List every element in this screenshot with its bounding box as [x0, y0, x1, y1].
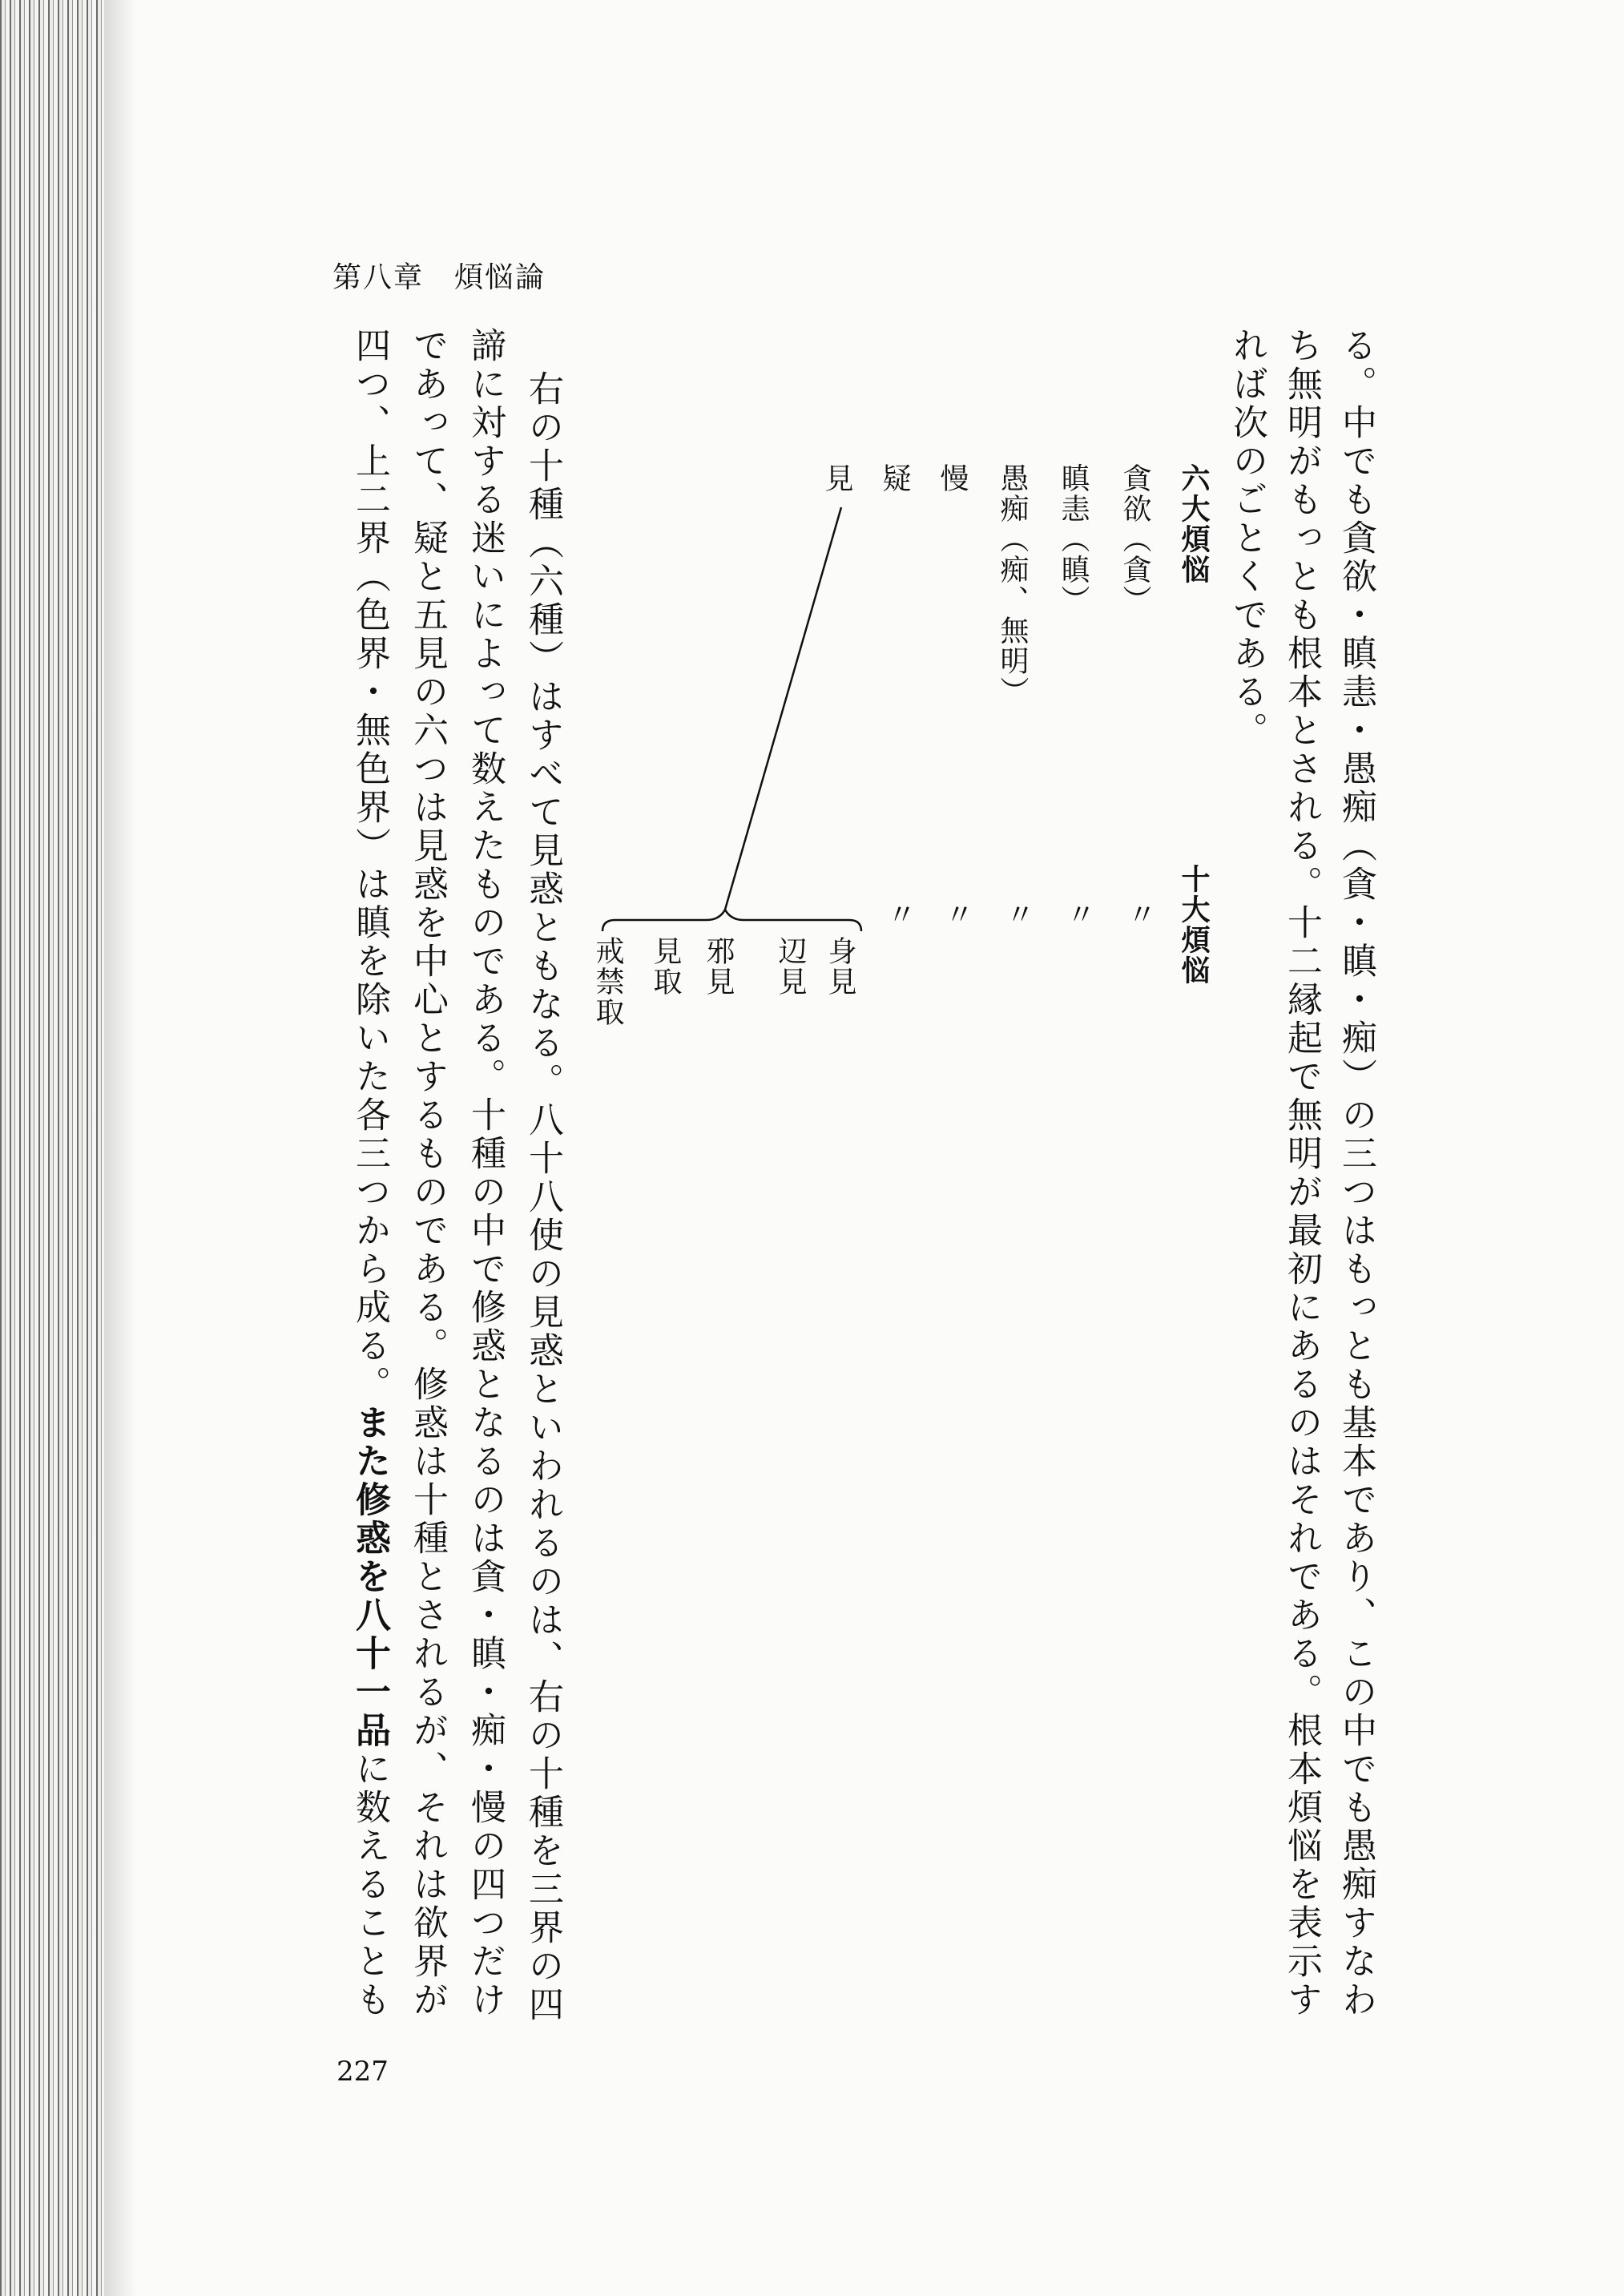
- bottom-col-4-text-bold: また修惑を八十一品: [349, 1404, 390, 1750]
- view-wrong: 邪見: [702, 936, 735, 997]
- affliction-views: 見: [820, 463, 853, 494]
- affliction-doubt: 疑: [878, 463, 911, 494]
- five-views-brace: [602, 910, 861, 931]
- ditto-mark-pride: 〃: [941, 899, 973, 930]
- view-attachment-to-precepts: 戒禁取: [591, 936, 624, 1027]
- ditto-mark-anger: 〃: [1062, 899, 1095, 930]
- bottom-paragraph-col-4: [349, 327, 390, 2020]
- bottom-col-1-text: 右の十種（六種）はすべて見惑ともなる。八十八使の見惑といわれるのは、右の十種を三界の四: [522, 370, 563, 2024]
- top-paragraph-col-2: ち無明がもっとも根本とされる。十二縁起で無明が最初にあるのはそれである。根本煩悩を表示す: [1281, 327, 1322, 2020]
- bottom-paragraph-col-1: [522, 370, 563, 2024]
- page-number: 227: [336, 2056, 389, 2088]
- six-afflictions-heading: 六大煩悩: [1177, 463, 1211, 585]
- ditto-mark-lust: 〃: [1123, 899, 1156, 930]
- affliction-anger: 瞋恚（瞋）: [1057, 463, 1090, 615]
- ditto-mark-doubt: 〃: [883, 899, 916, 930]
- bottom-col-4-text-c: に数えることも: [349, 1750, 390, 2020]
- bottom-col-4-text-a: 四つ、上二界（色界・無色界）は瞋を除いた各三つから成る。: [349, 327, 390, 1404]
- view-attachment-to-views: 見取: [649, 936, 682, 997]
- bottom-paragraph-col-2: 諦に対する迷いによって数えたものである。十種の中で修惑となるのは貪・瞋・痴・慢の四つだけ: [465, 327, 506, 2020]
- top-paragraph-col-3: れば次のごとくである。: [1227, 327, 1267, 750]
- top-paragraph-col-1: る。中でも貪欲・瞋恚・愚痴（貪・瞋・痴）の三つはもっとも基本であり、この中でも愚痴すなわ: [1336, 327, 1376, 2020]
- views-connector-line: [725, 507, 841, 910]
- view-extreme: 辺見: [774, 936, 807, 997]
- ditto-mark-ignorance: 〃: [1001, 899, 1034, 930]
- affliction-pride: 慢: [936, 463, 969, 494]
- affliction-ignorance: 愚痴（痴、無明）: [996, 463, 1029, 707]
- ten-afflictions-heading: 十大煩悩: [1177, 864, 1211, 986]
- bottom-paragraph-col-3: であって、疑と五見の六つは見惑を中心とするものである。修惑は十種とされるが、それは欲界が: [407, 327, 448, 2020]
- view-personality: 身見: [824, 936, 856, 997]
- affliction-lust: 貪欲（貪）: [1118, 463, 1151, 615]
- running-header: 第八章 煩悩論: [332, 261, 546, 294]
